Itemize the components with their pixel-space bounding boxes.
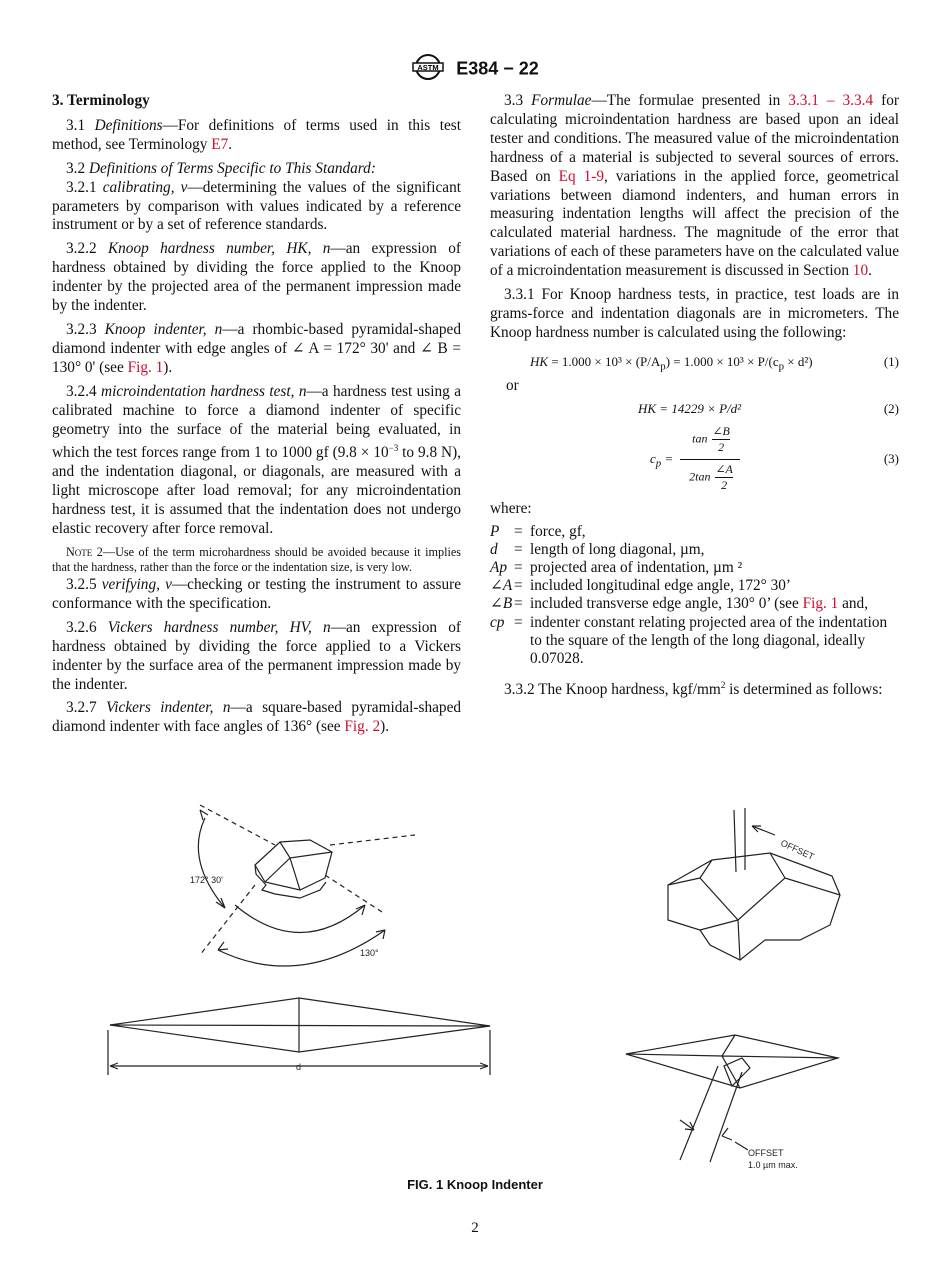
link-fig-1[interactable]: Fig. 1: [127, 358, 164, 376]
symbol-list: P = force, gf, d = length of long diagonal, µm, Ap = projected area of indentation, µm ² ∠A = included longitudinal edge angle, 172° 30’ ∠B = included transverse edge angle, 130° 0’ (see Fig. 1 and, cp = indenter constant relating projected area of the indentation to the square of the length of the long diagonal, ideally 0.07028.: [490, 523, 899, 669]
equation-2: HK = 14229 × P/d² (2): [638, 400, 899, 416]
link-fig-1-b[interactable]: Fig. 1: [802, 595, 839, 613]
indenter-3d-right: [668, 808, 840, 960]
para-3-2-5: 3.2.5 verifying, v—checking or testing the instrument to assure conformance with the specification.: [52, 576, 461, 612]
symbol: cp: [490, 613, 505, 631]
definition: included transverse edge angle, 130° 0’ (see Fig. 1 and,: [530, 595, 869, 613]
svg-text:ASTM: ASTM: [417, 63, 439, 72]
para-3-1: 3.1 Definitions—For definitions of terms used in this test method, see Terminology E7.: [52, 116, 461, 153]
section-heading: 3. Terminology: [52, 92, 150, 109]
definition: indenter constant relating projected area of the indentation to the square of the length of the long diagonal, ideally 0.07028.: [530, 613, 888, 668]
symbol: P: [490, 522, 500, 540]
angle-b-label: 130°: [360, 948, 379, 958]
diagonal-d-label: d: [296, 1062, 302, 1072]
note-2: Note 2—Use of the term microhardness should be avoided because it implies that the hardness, rather than the force or the indentation size, is very low.: [52, 545, 462, 574]
para-3-2-2: 3.2.2 Knoop hardness number, HK, n—an expression of hardness obtained by dividing the force applied to the Knoop indenter by the projected area of the permanent impression made by the indenter.: [52, 240, 461, 315]
where-label: where:: [490, 499, 532, 517]
astm-logo: [411, 52, 445, 87]
offset-label-top: OFFSET: [779, 837, 816, 862]
angle-a-label: 172° 30': [190, 875, 223, 885]
definition: included longitudinal edge angle, 172° 30’: [530, 577, 792, 595]
symbol: Ap: [490, 559, 507, 576]
page-number: 2: [471, 1220, 479, 1236]
symbol: d: [490, 540, 498, 558]
para-3-3-2: 3.3.2 The Knoop hardness, kgf/$mm^2$ is determined as follows:: [504, 680, 883, 699]
para-3-2: 3.2 Definitions of Terms Specific to This Standard:: [66, 159, 376, 177]
definition: force, gf,: [530, 522, 586, 540]
offset-label-bottom: OFFSET: [748, 1148, 784, 1158]
link-3-3-1[interactable]: 3.3.1 – 3.3.4: [788, 92, 874, 109]
para-3-2-1: 3.2.1 calibrating, v—determining the values of the significant parameters by comparison with values indicated by a reference instrument or by a set of reference standards.: [52, 178, 461, 234]
equation-3: $c_p$ = tan $\frac{\angle B}{2}$ 2tan $\frac{\angle A}{2}$ (3): [650, 423, 899, 492]
para-3-2-4: 3.2.4 microindentation hardness test, n—a hardness test using a calibrated machine to force a diamond indenter of specific geometry into the surface of the material being evaluated, in which the test forces range from 1 to 1000 gf ($9.8 \times 10^{-3}$ to 9.8 N), and the indentation diagonal, or diagonals, are measured with a light microscope after load removal; for any microindentation hardness test, it is assumed that the indentation does not undergo elastic recovery after force removal.: [52, 382, 461, 538]
equation-1: HK = $1.000 \times 10^3 \times (P/A_p) = 1.000 \times 10^3 \times P/(c_p \times d^2)$ (1): [530, 353, 899, 373]
para-3-3: 3.3 Formulae—The formulae presented in 3.3.1 – 3.3.4 for calculating microindentation hardness are based upon an ideal tester and conditions. The measured value of the microindentation hardness of a material is subjected to several sources of errors. Based on Eq 1-9, variations in the applied force, geometrical variations between diamond indenters, and human errors in measuring indentation lengths will affect the precision of the calculated material hardness. The magnitude of the error that variations of each of these parameters have on the calculated value of a microindentation measurement is discussed in Section 10.: [490, 92, 899, 280]
right-column: [490, 92, 899, 700]
para-3-2-7: 3.2.7 Vickers indenter, n—a square-based pyramidal-shaped diamond indenter with face angles of 136° (see Fig. 2).: [52, 699, 462, 736]
definition: length of long diagonal, µm,: [530, 540, 705, 558]
indenter-offset-view: [626, 1035, 838, 1162]
standard-designation: E384 − 22: [456, 58, 539, 79]
para-3-3-1: 3.3.1 For Knoop hardness tests, in practice, test loads are in grams-force and indentation diagonals are in micrometers. The Knoop hardness number is calculated using the following:: [490, 286, 899, 341]
offset-note: 1.0 µm max.: [748, 1160, 798, 1170]
link-e7[interactable]: E7: [211, 135, 229, 153]
para-3-2-6: 3.2.6 Vickers hardness number, HV, n—an expression of hardness obtained by dividing the force applied to a Vickers indenter by the surface area of the permanent impression made by the indenter.: [52, 618, 461, 693]
or-text: or: [506, 376, 519, 394]
document-header: [0, 52, 950, 87]
symbol: ∠A: [490, 577, 513, 595]
indenter-3d-left: [198, 805, 415, 966]
knoop-indenter-figure: [0, 790, 950, 1175]
symbol: ∠B: [490, 595, 513, 613]
left-column: [52, 92, 461, 737]
link-eq-1-9[interactable]: Eq 1-9: [558, 167, 604, 185]
link-fig-2[interactable]: Fig. 2: [344, 718, 381, 736]
figure-caption: FIG. 1 Knoop Indenter: [407, 1177, 543, 1192]
para-3-2-3: 3.2.3 Knoop indenter, n—a rhombic-based pyramidal-shaped diamond indenter with edge angles of ∠ A = 172° 30' and ∠ B = 130° 0' (see Fig. 1).: [52, 320, 461, 376]
link-section-10[interactable]: 10: [852, 262, 869, 280]
definition: projected area of indentation, µm ²: [530, 559, 743, 576]
